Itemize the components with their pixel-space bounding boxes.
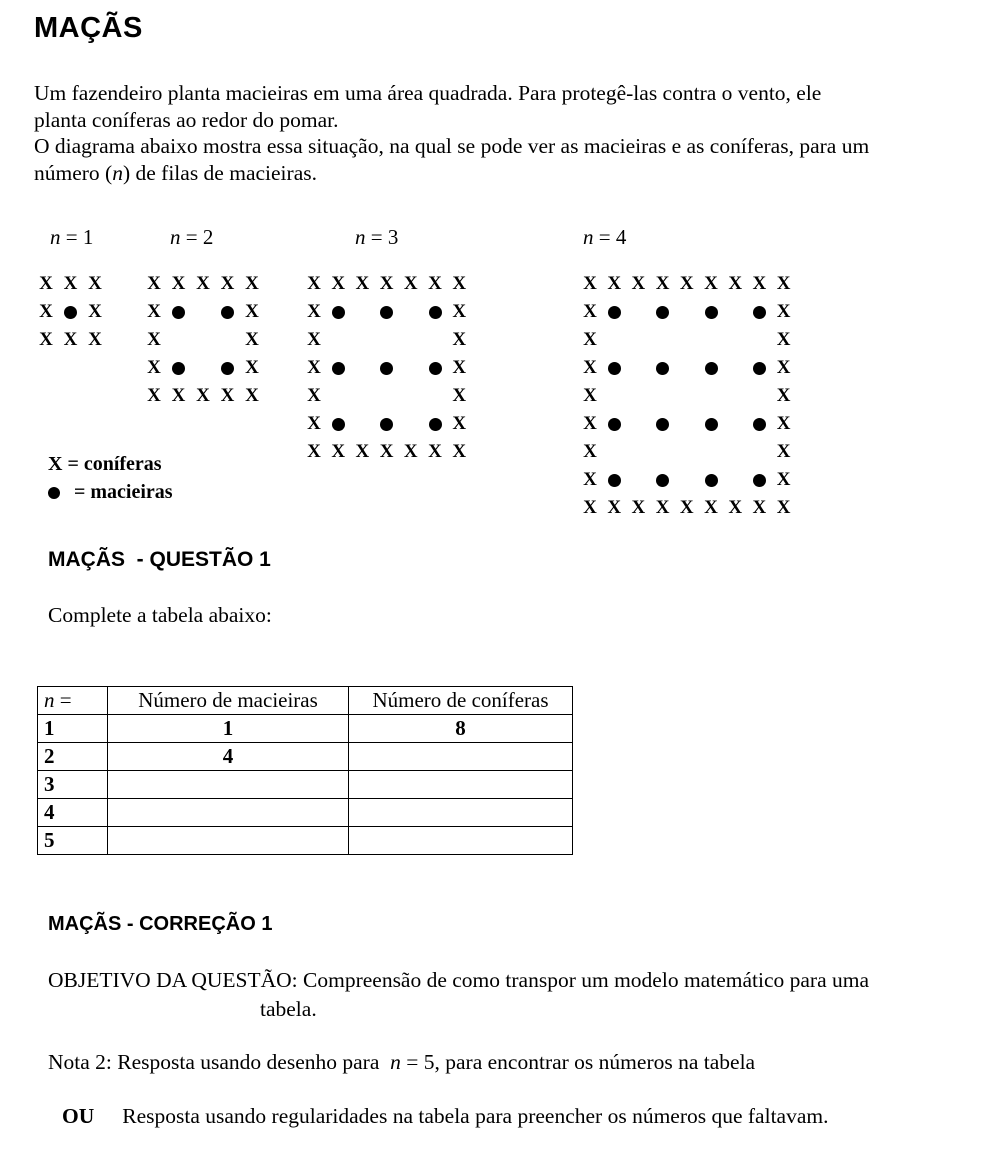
conifer-mark: X bbox=[196, 385, 210, 406]
conifer-mark: X bbox=[245, 301, 259, 322]
conifer-mark: X bbox=[245, 329, 259, 350]
apple-tree-dot bbox=[221, 362, 234, 375]
ou-label: OU bbox=[62, 1104, 95, 1128]
diagram-label-n2: n = 2 bbox=[170, 225, 214, 249]
conifer-mark: X bbox=[776, 413, 791, 434]
conifer-mark: X bbox=[776, 329, 791, 350]
apple-tree-dot bbox=[656, 474, 669, 487]
apple-tree-dot bbox=[221, 306, 234, 319]
intro-line-1: Um fazendeiro planta macieiras em uma área quadrada. Para protegê-las contra o vento, ele bbox=[34, 81, 822, 105]
conifer-mark: X bbox=[307, 329, 321, 350]
table-row bbox=[38, 715, 573, 743]
conifer-mark: X bbox=[403, 273, 418, 294]
cell-conifer-count[interactable] bbox=[349, 827, 573, 855]
correction-objective bbox=[48, 966, 978, 1024]
conifer-mark: X bbox=[245, 273, 259, 294]
conifer-mark: X bbox=[220, 273, 235, 294]
conifer-mark: X bbox=[379, 273, 394, 294]
apple-tree-dot bbox=[753, 418, 766, 431]
conifer-mark: X bbox=[583, 329, 597, 350]
conifer-mark: X bbox=[355, 273, 370, 294]
cell-apple-count[interactable] bbox=[108, 799, 349, 827]
conifer-mark: X bbox=[63, 329, 78, 350]
apple-tree-dot bbox=[332, 362, 345, 375]
apple-tree-dot bbox=[753, 362, 766, 375]
apple-tree-dot bbox=[429, 418, 442, 431]
header-apple-count: Número de macieiras bbox=[108, 687, 349, 715]
conifer-mark: X bbox=[331, 441, 346, 462]
conifer-mark: X bbox=[655, 273, 670, 294]
objective-line-2: tabela. bbox=[260, 997, 317, 1021]
conifer-mark: X bbox=[679, 497, 694, 518]
apple-tree-dot bbox=[429, 362, 442, 375]
apple-tree-dot bbox=[332, 306, 345, 319]
conifer-mark: X bbox=[307, 385, 321, 406]
conifer-mark: X bbox=[452, 385, 467, 406]
apple-tree-dot bbox=[429, 306, 442, 319]
conifer-mark: X bbox=[607, 497, 622, 518]
conifer-mark: X bbox=[88, 273, 102, 294]
conifer-mark: X bbox=[452, 273, 467, 294]
apple-tree-dot bbox=[656, 362, 669, 375]
correction-alternative bbox=[62, 1104, 829, 1129]
conifer-mark: X bbox=[776, 357, 791, 378]
diagram-label-n3: n = 3 bbox=[355, 225, 399, 249]
table-row bbox=[38, 771, 573, 799]
question-1-heading: MAÇÃS - QUESTÃO 1 bbox=[48, 548, 271, 571]
conifer-mark: X bbox=[583, 273, 597, 294]
page-title: MAÇÃS bbox=[34, 12, 143, 44]
intro-line-2: planta coníferas ao redor do pomar. bbox=[34, 107, 339, 132]
conifer-mark: X bbox=[452, 441, 467, 462]
apple-tree-dot bbox=[608, 474, 621, 487]
conifer-mark: X bbox=[63, 273, 78, 294]
conifer-mark: X bbox=[428, 273, 442, 294]
question-1-prompt: Complete a tabela abaixo: bbox=[48, 603, 272, 627]
cell-conifer-count[interactable] bbox=[349, 743, 573, 771]
conifer-mark: X bbox=[679, 273, 694, 294]
apple-tree-dot bbox=[705, 306, 718, 319]
apple-tree-dot bbox=[64, 306, 77, 319]
conifer-mark: X bbox=[776, 497, 791, 518]
conifer-mark: X bbox=[307, 357, 321, 378]
cell-apple-count[interactable]: 4 bbox=[108, 743, 349, 771]
diagram-label-n1: n = 1 bbox=[50, 225, 94, 249]
apple-tree-dot bbox=[380, 362, 393, 375]
conifer-mark: X bbox=[147, 385, 161, 406]
conifer-mark: X bbox=[728, 497, 743, 518]
table-row bbox=[38, 743, 573, 771]
objective-line-1: OBJETIVO DA QUESTÃO: Compreensão de como transpor um modelo matemático para uma bbox=[48, 968, 869, 992]
conifer-mark: X bbox=[583, 301, 597, 322]
conifer-mark: X bbox=[607, 273, 622, 294]
cell-conifer-count[interactable]: 8 bbox=[349, 715, 573, 743]
conifer-mark: X bbox=[245, 357, 259, 378]
conifer-mark: X bbox=[776, 385, 791, 406]
conifer-mark: X bbox=[728, 273, 743, 294]
conifer-mark: X bbox=[776, 273, 791, 294]
cell-n: 5 bbox=[38, 827, 108, 855]
conifer-mark: X bbox=[752, 497, 767, 518]
conifer-mark: X bbox=[776, 469, 791, 490]
conifer-mark: X bbox=[631, 273, 646, 294]
conifer-mark: X bbox=[220, 385, 235, 406]
apple-tree-dot bbox=[172, 362, 185, 375]
cell-n: 3 bbox=[38, 771, 108, 799]
apple-tree-dot bbox=[705, 474, 718, 487]
conifer-mark: X bbox=[171, 273, 186, 294]
diagram-legend bbox=[48, 450, 173, 506]
conifer-mark: X bbox=[583, 497, 597, 518]
conifer-mark: X bbox=[147, 301, 161, 322]
cell-apple-count[interactable] bbox=[108, 771, 349, 799]
conifer-mark: X bbox=[307, 413, 321, 434]
conifer-mark: X bbox=[245, 385, 259, 406]
correction-1-heading: MAÇÃS - CORREÇÃO 1 bbox=[48, 913, 273, 935]
conifer-mark: X bbox=[583, 357, 597, 378]
intro-line-3: O diagrama abaixo mostra essa situação, na qual se pode ver as macieiras e as coníferas, para um bbox=[34, 134, 870, 158]
cell-conifer-count[interactable] bbox=[349, 799, 573, 827]
conifer-mark: X bbox=[704, 497, 718, 518]
conifer-mark: X bbox=[752, 273, 767, 294]
conifer-mark: X bbox=[379, 441, 394, 462]
apple-tree-dot bbox=[656, 306, 669, 319]
conifer-mark: X bbox=[171, 385, 186, 406]
table-row bbox=[38, 827, 573, 855]
conifer-mark: X bbox=[331, 273, 346, 294]
conifer-mark: X bbox=[39, 301, 53, 322]
conifer-mark: X bbox=[583, 413, 597, 434]
header-conifer-count: Número de coníferas bbox=[349, 687, 573, 715]
legend-conifer: X = coníferas bbox=[48, 453, 162, 475]
conifer-mark: X bbox=[583, 385, 597, 406]
conifer-mark: X bbox=[452, 357, 467, 378]
conifer-mark: X bbox=[452, 301, 467, 322]
intro-line-4: número (n) de filas de macieiras. bbox=[34, 160, 317, 185]
conifer-mark: X bbox=[583, 441, 597, 462]
conifer-mark: X bbox=[631, 497, 646, 518]
cell-n: 1 bbox=[38, 715, 108, 743]
apple-tree-dot bbox=[608, 306, 621, 319]
header-n: n = bbox=[38, 687, 108, 715]
conifer-mark: X bbox=[307, 441, 321, 462]
cell-n: 4 bbox=[38, 799, 108, 827]
apple-tree-dot bbox=[705, 418, 718, 431]
cell-apple-count[interactable] bbox=[108, 827, 349, 855]
apple-tree-dot bbox=[380, 418, 393, 431]
legend-apple: = macieiras bbox=[48, 478, 173, 506]
conifer-mark: X bbox=[704, 273, 718, 294]
apple-tree-dot bbox=[753, 306, 766, 319]
cell-n: 2 bbox=[38, 743, 108, 771]
conifer-mark: X bbox=[403, 441, 418, 462]
conifer-mark: X bbox=[39, 273, 53, 294]
apple-tree-dot bbox=[656, 418, 669, 431]
cell-conifer-count[interactable] bbox=[349, 771, 573, 799]
apple-tree-dot bbox=[172, 306, 185, 319]
ou-text: Resposta usando regularidades na tabela para preencher os números que faltavam. bbox=[122, 1104, 829, 1128]
conifer-mark: X bbox=[88, 301, 102, 322]
conifer-mark: X bbox=[776, 441, 791, 462]
apple-tree-dot bbox=[608, 362, 621, 375]
apple-tree-dot bbox=[705, 362, 718, 375]
conifer-mark: X bbox=[355, 441, 370, 462]
conifer-mark: X bbox=[452, 413, 467, 434]
conifer-mark: X bbox=[196, 273, 210, 294]
conifer-mark: X bbox=[452, 329, 467, 350]
apple-tree-dot-icon bbox=[48, 487, 60, 499]
apple-tree-dot bbox=[332, 418, 345, 431]
conifer-mark: X bbox=[147, 273, 161, 294]
table-row bbox=[38, 799, 573, 827]
cell-apple-count[interactable]: 1 bbox=[108, 715, 349, 743]
correction-note: Nota 2: Resposta usando desenho para n = 5, para encontrar os números na tabela bbox=[48, 1050, 756, 1074]
conifer-mark: X bbox=[147, 329, 161, 350]
conifer-mark: X bbox=[147, 357, 161, 378]
answer-table bbox=[37, 686, 573, 855]
conifer-mark: X bbox=[307, 273, 321, 294]
conifer-mark: X bbox=[776, 301, 791, 322]
conifer-mark: X bbox=[428, 441, 442, 462]
intro-paragraph bbox=[34, 80, 984, 186]
diagram-label-n4: n = 4 bbox=[583, 225, 627, 249]
conifer-mark: X bbox=[88, 329, 102, 350]
conifer-mark: X bbox=[655, 497, 670, 518]
table-header-row bbox=[38, 687, 573, 715]
conifer-mark: X bbox=[39, 329, 53, 350]
conifer-mark: X bbox=[583, 469, 597, 490]
apple-tree-dot bbox=[608, 418, 621, 431]
apple-tree-dot bbox=[380, 306, 393, 319]
apple-tree-dot bbox=[753, 474, 766, 487]
conifer-mark: X bbox=[307, 301, 321, 322]
